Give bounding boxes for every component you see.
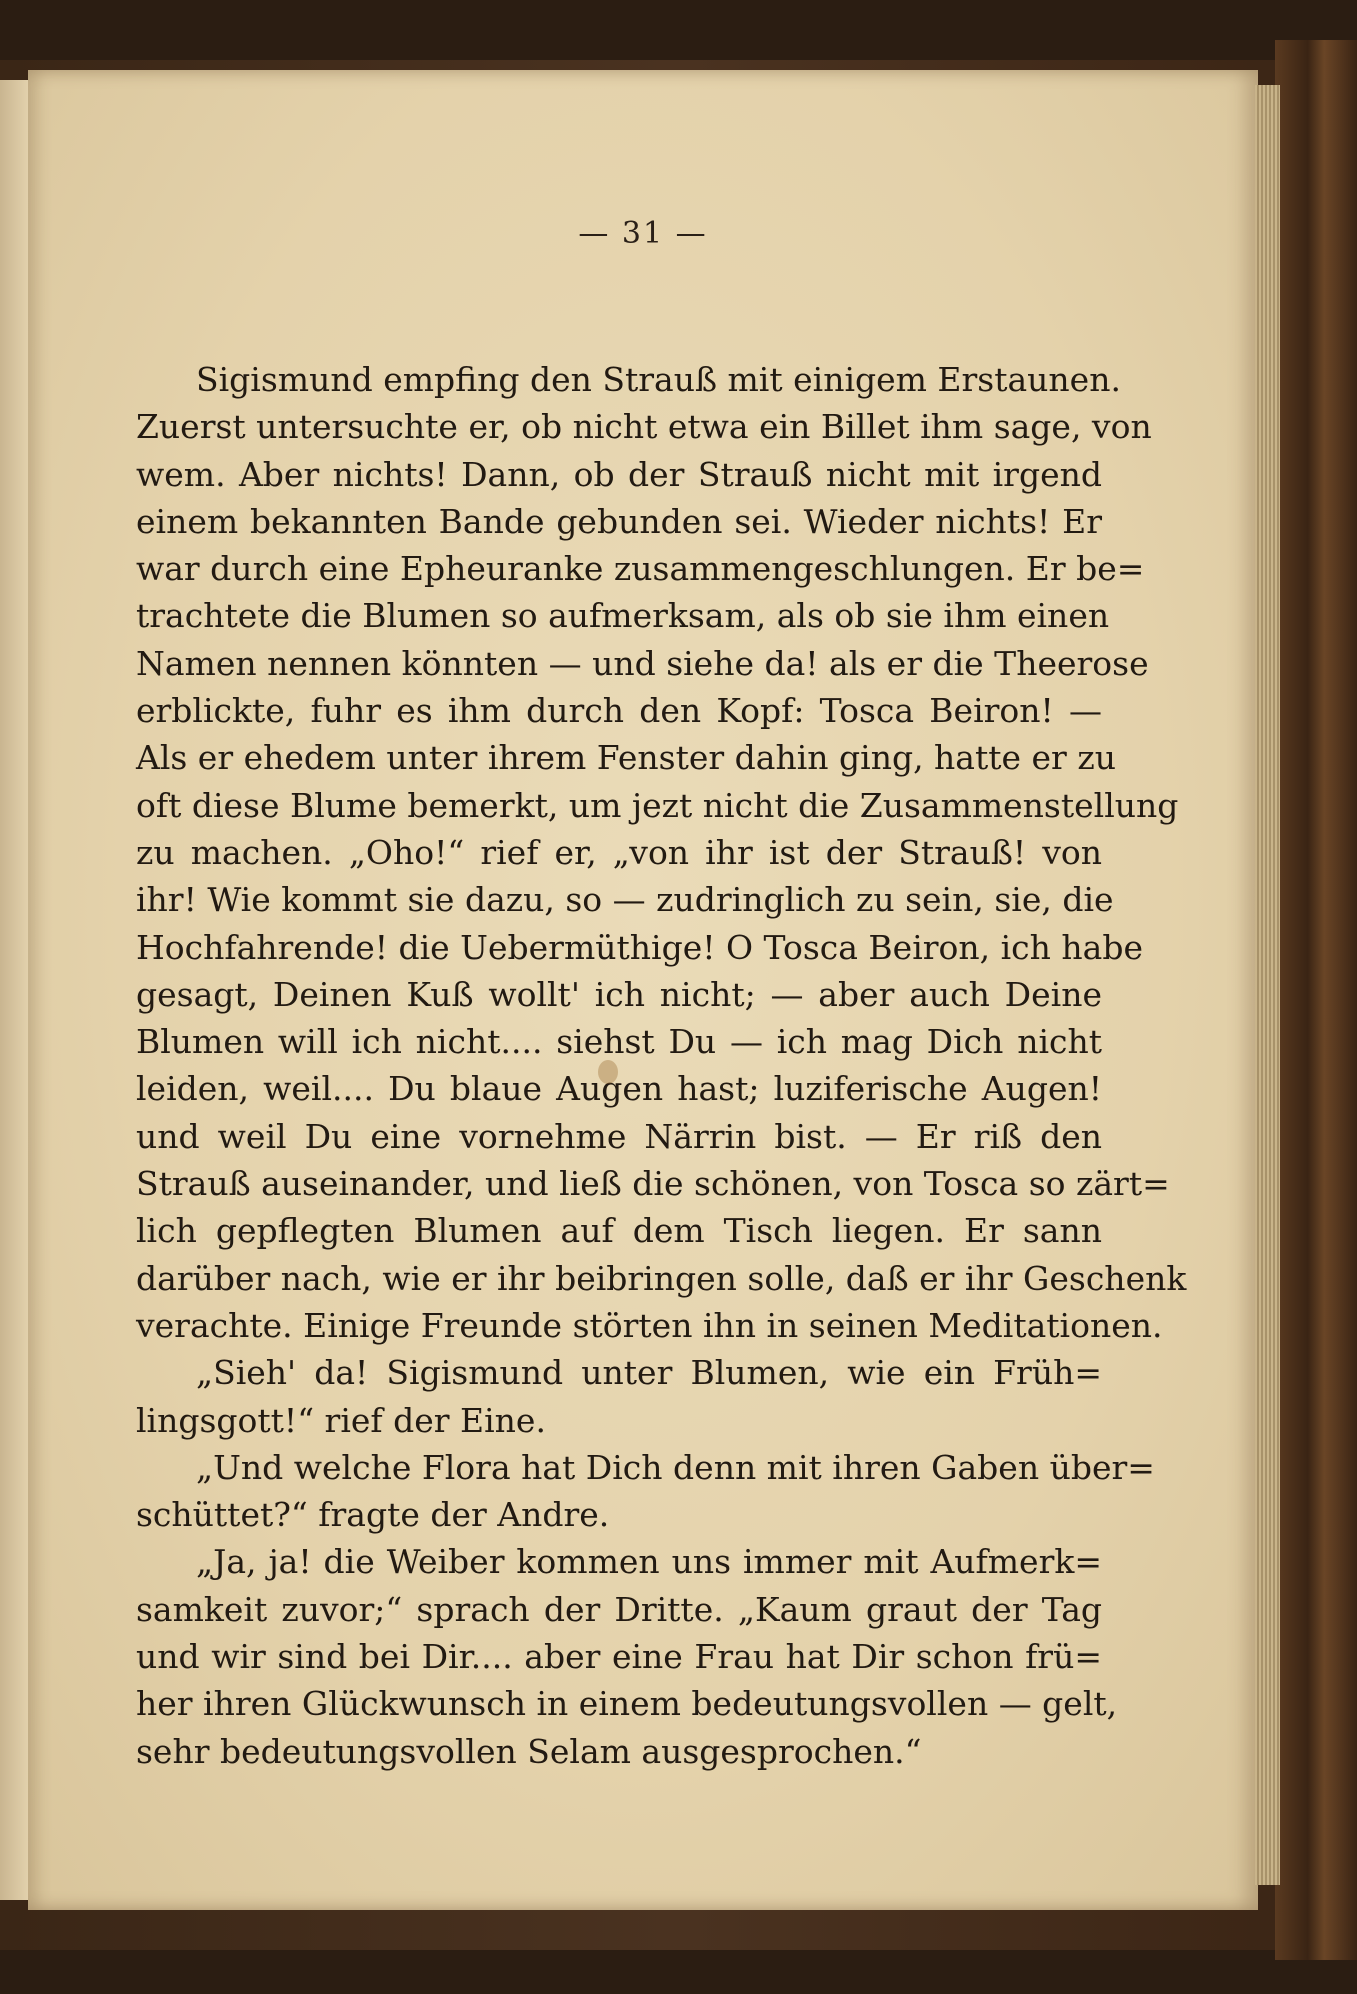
text-line: ihr! Wie kommt sie dazu, so — zudringlich zu sein, sie, die	[136, 880, 1114, 920]
text-line: schüttet?“ fragte der Andre.	[136, 1495, 610, 1535]
page-number: — 31 —	[578, 216, 708, 251]
text-line: Hochfahrende! die Uebermüthige! O Tosca Beiron, ich habe	[136, 927, 1143, 967]
text-line: Sigismund empfing den Strauß mit einigem Erstaunen.	[196, 360, 1121, 399]
text-line: lingsgott!“ rief der Eine.	[136, 1400, 546, 1440]
paper-stain	[598, 1060, 618, 1084]
text-line: Strauß auseinander, und ließ die schönen, von Tosca so zärt=	[136, 1164, 1170, 1204]
text-line: Als er ehedem unter ihrem Fenster dahin ging, hatte er zu	[136, 738, 1116, 778]
page-stack-edge	[1255, 85, 1280, 1885]
text-line: Namen nennen könnten — und siehe da! als er die Theerose	[136, 643, 1149, 683]
text-line: einem bekannten Bande gebunden sei. Wieder nichts! Er	[136, 501, 1102, 541]
body-text	[136, 356, 1187, 1775]
text-line: Blumen will ich nicht.... siehst Du — ich mag Dich nicht	[136, 1022, 1102, 1062]
text-line: war durch eine Epheuranke zusammengeschlungen. Er be=	[136, 549, 1145, 589]
text-line: her ihren Glückwunsch in einem bedeutungsvollen — gelt,	[136, 1684, 1118, 1724]
text-line: „Sieh' da! Sigismund unter Blumen, wie ein Früh=	[196, 1353, 1102, 1393]
text-line: trachtete die Blumen so aufmerksam, als ob sie ihm einen	[136, 596, 1110, 636]
text-line: verachte. Einige Freunde störten ihn in seinen Meditationen.	[136, 1305, 1163, 1345]
text-line: sehr bedeutungsvollen Selam ausgesprochen.“	[136, 1731, 922, 1771]
text-line: samkeit zuvor;“ sprach der Dritte. „Kaum graut der Tag	[136, 1589, 1102, 1629]
left-page-edge	[0, 80, 28, 1900]
text-line: lich gepflegten Blumen auf dem Tisch liegen. Er sann	[136, 1211, 1102, 1251]
text-line: zu machen. „Oho!“ rief er, „von ihr ist der Strauß! von	[136, 832, 1102, 872]
book-page	[28, 70, 1258, 1910]
text-line: erblickte, fuhr es ihm durch den Kopf: Tosca Beiron! —	[136, 691, 1102, 731]
text-line: wem. Aber nichts! Dann, ob der Strauß nicht mit irgend	[136, 454, 1102, 494]
text-line: oft diese Blume bemerkt, um jezt nicht die Zusammenstellung	[136, 785, 1179, 825]
text-line: und wir sind bei Dir.... aber eine Frau hat Dir schon frü=	[136, 1637, 1102, 1677]
text-line: darüber nach, wie er ihr beibringen solle, daß er ihr Geschenk	[136, 1258, 1187, 1298]
text-line: gesagt, Deinen Kuß wollt' ich nicht; — aber auch Deine	[136, 974, 1102, 1014]
text-line: „Und welche Flora hat Dich denn mit ihren Gaben über=	[196, 1447, 1155, 1487]
text-line: Zuerst untersuchte er, ob nicht etwa ein Billet ihm sage, von	[136, 407, 1152, 447]
text-line: „Ja, ja! die Weiber kommen uns immer mit Aufmerk=	[196, 1542, 1102, 1582]
text-line: leiden, weil.... Du blaue Augen hast; luziferische Augen!	[136, 1069, 1102, 1109]
book-spine-edge	[1275, 40, 1357, 1960]
text-line: und weil Du eine vornehme Närrin bist. — Er riß den	[136, 1116, 1102, 1156]
